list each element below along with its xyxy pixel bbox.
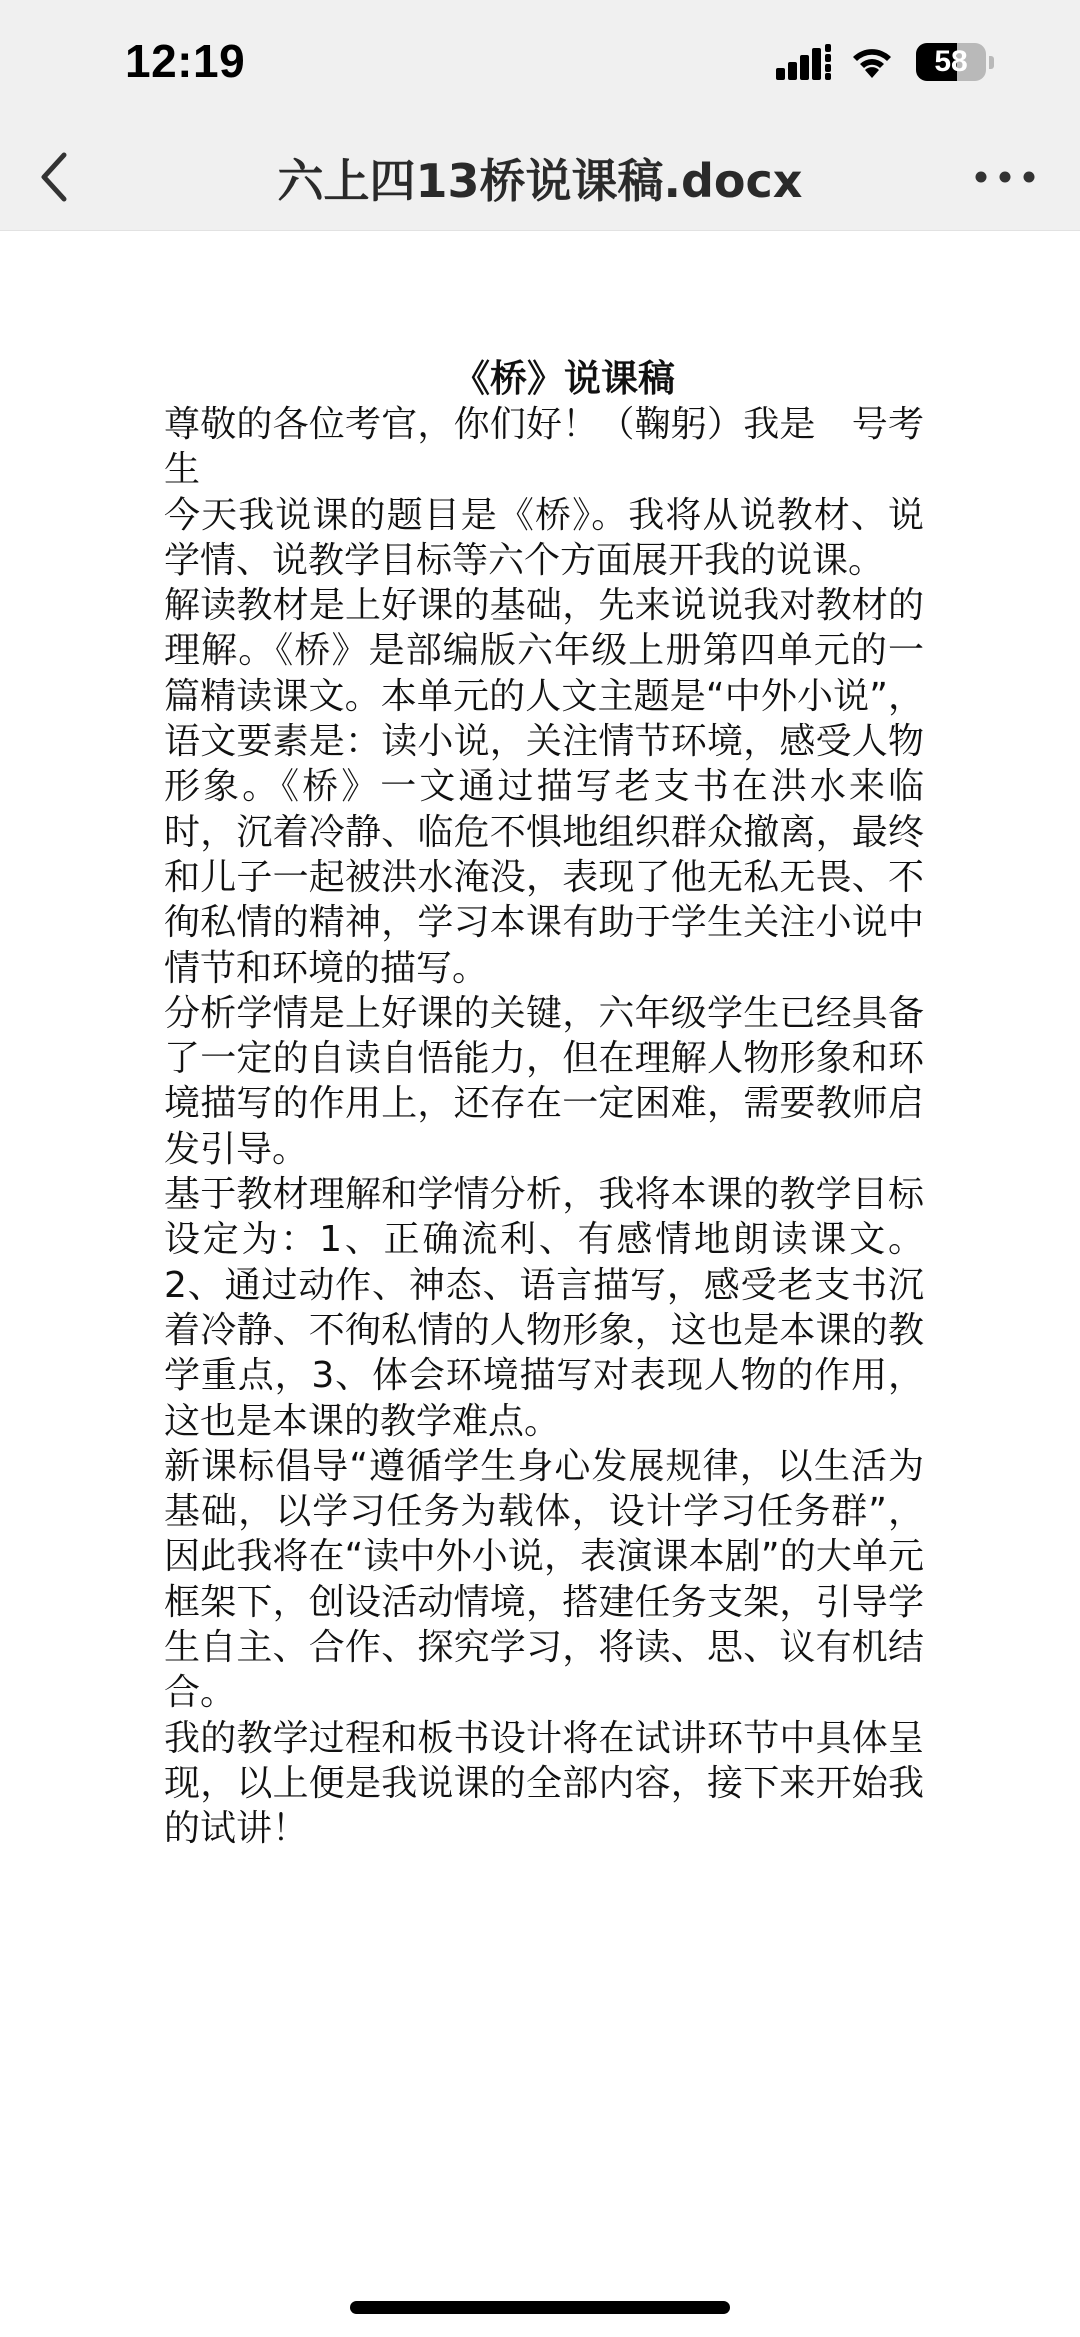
paragraph-greeting: 尊敬的各位考官，你们好！（鞠躬）我是 号考生 bbox=[164, 404, 924, 491]
status-bar bbox=[0, 0, 1080, 125]
paragraph-closing: 我的教学过程和板书设计将在试讲环节中具体呈现，以上便是我说课的全部内容，接下来开始我的试讲！ bbox=[164, 1717, 924, 1850]
document-heading: 《桥》说课稿 bbox=[453, 357, 675, 400]
more-horizontal-icon bbox=[976, 172, 1035, 183]
document-file-title: 六上四13桥说课稿.docx bbox=[277, 154, 803, 208]
battery-icon bbox=[916, 43, 986, 81]
paragraph-textbook: 解读教材是上好课的基础，先来说说我对教材的理解。《桥》是部编版六年级上册第四单元的一篇精读课文。本单元的人文主题是“中外小说”，语文要素是：读小说，关注情节环境，感受人物形象。《桥》一文通过描写老支书在洪水来临时，沉着冷静、临危不惧地组织群众撤离，最终和儿子一起被洪水淹没，表现了他无私无畏、不徇私情的精神，学习本课有助于学生关注小说中情节和环境的描写。 bbox=[164, 585, 924, 989]
back-button[interactable] bbox=[20, 141, 92, 213]
app-header bbox=[0, 0, 1080, 230]
chevron-left-icon bbox=[44, 155, 64, 199]
more-options-button[interactable] bbox=[970, 155, 1040, 199]
paragraph-objectives: 基于教材理解和学情分析，我将本课的教学目标设定为：1、正确流利、有感情地朗读课文。2、通过动作、神态、语言描写，感受老支书沉着冷静、不徇私情的人物形象，这也是本课的教学重点，3、体会环境描写对表现人物的作用，这也是本课的教学难点。 bbox=[164, 1174, 924, 1442]
status-time: 12:19 bbox=[125, 35, 246, 87]
paragraph-topic: 今天我说课的题目是《桥》。我将从说教材、说学情、说教学目标等六个方面展开我的说课。 bbox=[164, 494, 924, 581]
cellular-signal-icon bbox=[776, 44, 834, 80]
nav-bar bbox=[0, 125, 1080, 230]
document-body bbox=[164, 356, 924, 1852]
wifi-icon bbox=[848, 40, 896, 80]
paragraph-method: 新课标倡导“遵循学生身心发展规律，以生活为基础，以学习任务为载体，设计学习任务群”，因此我将在“读中外小说，表演课本剧”的大单元框架下，创设活动情境，搭建任务支架，引导学生自主、合作、探究学习，将读、思、议有机结合。 bbox=[164, 1445, 924, 1714]
paragraph-students: 分析学情是上好课的关键，六年级学生已经具备了一定的自读自悟能力，但在理解人物形象和环境描写的作用上，还存在一定困难，需要教师启发引导。 bbox=[164, 992, 924, 1170]
home-indicator[interactable] bbox=[350, 2301, 730, 2314]
battery-level: 58 bbox=[934, 45, 968, 78]
